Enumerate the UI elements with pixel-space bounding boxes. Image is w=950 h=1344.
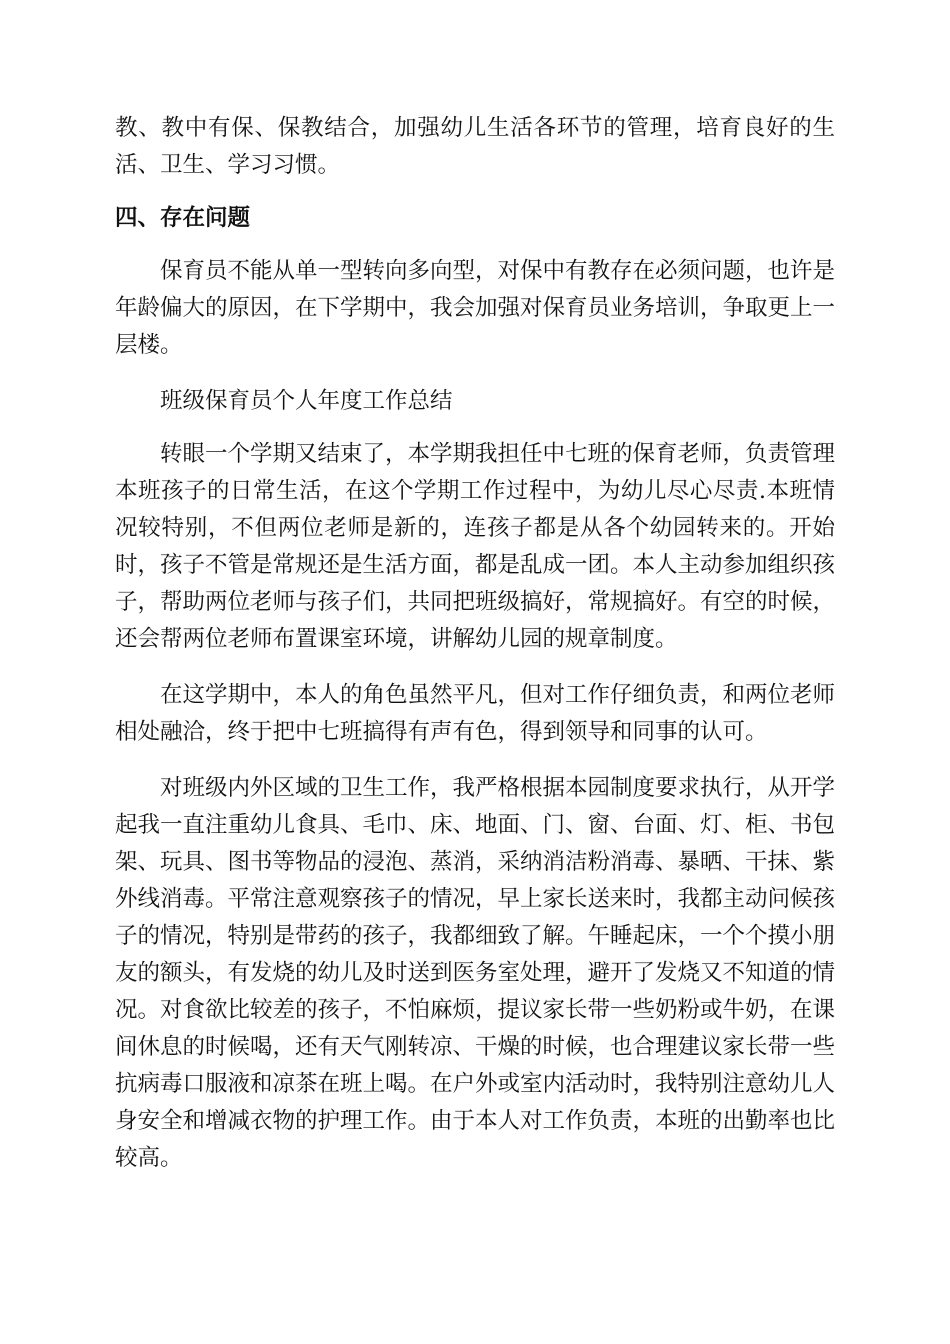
section-heading-problems: 四、存在问题 <box>115 205 251 231</box>
paragraph-continuation: 教、教中有保、保教结合，加强幼儿生活各环节的管理，培育良好的生活、卫生、学习习惯。 <box>115 115 835 178</box>
paragraph-problems: 保育员不能从单一型转向多向型，对保中有教存在必须问题，也许是年龄偏大的原因，在下学期中，我会加强对保育员业务培训，争取更上一层楼。 <box>115 258 836 358</box>
paragraph-role: 在这学期中，本人的角色虽然平凡，但对工作仔细负责，和两位老师相处融洽，终于把中七班搞得有声有色，得到领导和同事的认可。 <box>115 682 836 745</box>
subtitle-annual-summary: 班级保育员个人年度工作总结 <box>160 388 453 414</box>
paragraph-intro: 转眼一个学期又结束了，本学期我担任中七班的保育老师，负责管理本班孩子的日常生活，在这个学期工作过程中，为幼儿尽心尽责.本班情况较特别，不但两位老师是新的，连孩子都是从各个幼园转来的。开始时，孩子不管是常规还是生活方面，都是乱成一团。本人主动参加组织孩子，帮助两位老师与孩子们，共同把班级搞好，常规搞好。有空的时候，还会帮两位老师布置课室环境，讲解幼儿园的规章制度。 <box>115 441 836 652</box>
document-body <box>115 110 835 1177</box>
paragraph-hygiene: 对班级内外区域的卫生工作，我严格根据本园制度要求执行，从开学起我一直注重幼儿食具、毛巾、床、地面、门、窗、台面、灯、柜、书包架、玩具、图书等物品的浸泡、蒸消，采纳消洁粉消毒、暴晒、干抹、紫外线消毒。平常注意观察孩子的情况，早上家长送来时，我都主动问候孩子的情况，特别是带药的孩子，我都细致了解。午睡起床，一个个摸小朋友的额头，有发烧的幼儿及时送到医务室处理，避开了发烧又不知道的情况。对食欲比较差的孩子，不怕麻烦，提议家长带一些奶粉或牛奶，在课间休息的时候喝，还有天气刚转凉、干燥的时候，也合理建议家长带一些抗病毒口服液和凉茶在班上喝。在户外或室内活动时，我特别注意幼儿人身安全和增减衣物的护理工作。由于本人对工作负责，本班的出勤率也比较高。 <box>115 775 836 1171</box>
